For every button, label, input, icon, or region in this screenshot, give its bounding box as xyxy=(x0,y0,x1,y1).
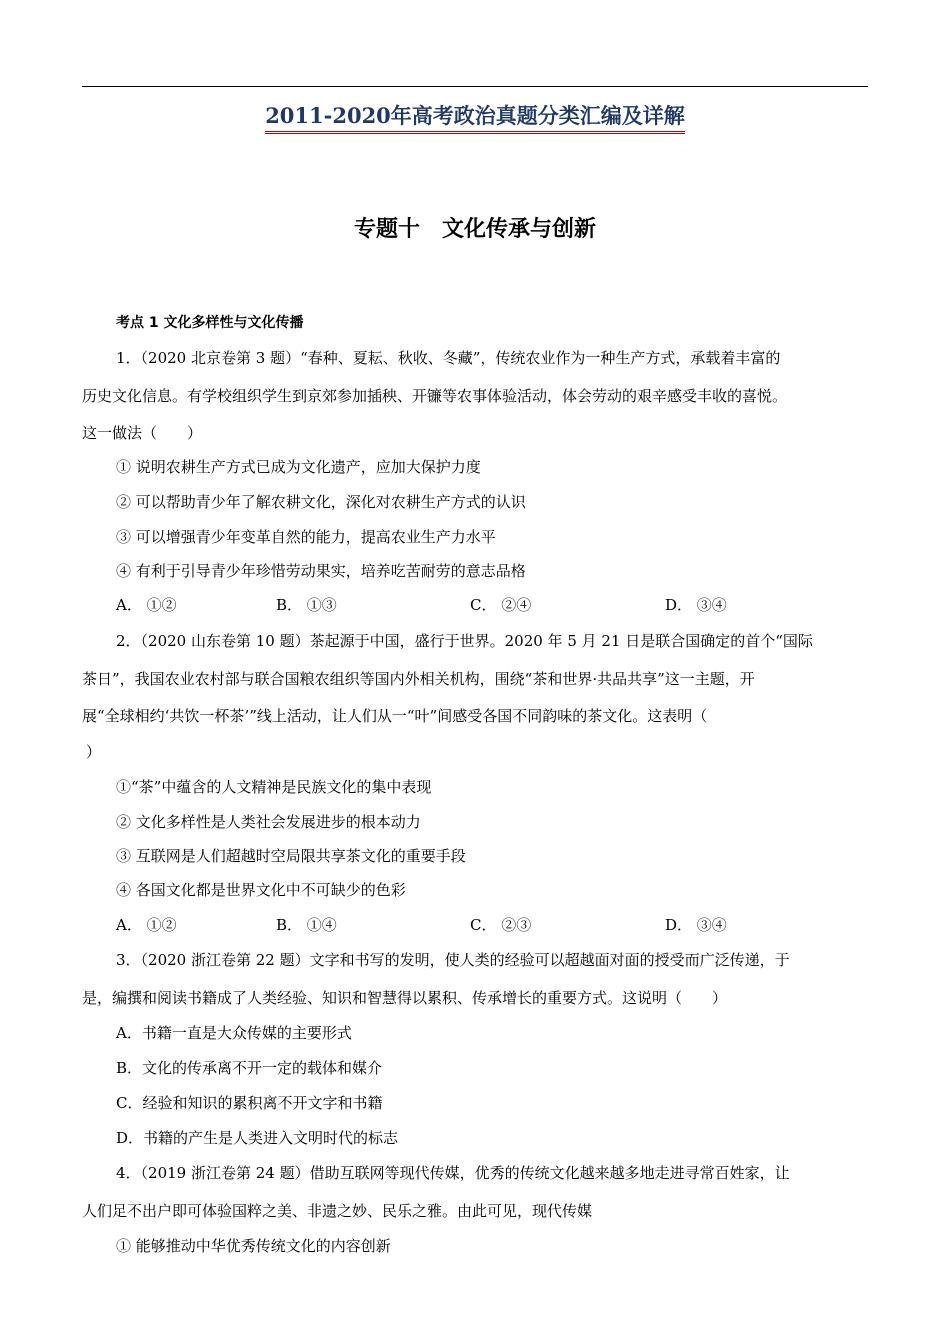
question-stem-line: 茶日”，我国农业农村部与联合国粮农组织等国内外相关机构，围绕“茶和世界·共品共享”这一主题，开 xyxy=(82,670,755,688)
answer-option-c: C． ②③ xyxy=(470,916,532,934)
answer-option-d: D． ③④ xyxy=(665,916,727,934)
statement-item: ④ 有利于引导青少年珍惜劳动果实，培养吃苦耐劳的意志品格 xyxy=(116,562,526,580)
choice-item: D．书籍的产生是人类进入文明时代的标志 xyxy=(116,1129,399,1147)
document-title-text: 2011-2020年高考政治真题分类汇编及详解 xyxy=(265,100,685,134)
question-stem-line: 3．（2020 浙江卷第 22 题）文字和书写的发明，使人类的经验可以超越面对面的授受而广泛传递，于 xyxy=(116,951,790,969)
section-heading: 考点 1 文化多样性与文化传播 xyxy=(116,315,304,331)
question-stem-line: 1．（2020 北京卷第 3 题）“春种、夏耘、秋收、冬藏”，传统农业作为一种生产方式，承载着丰富的 xyxy=(116,349,781,367)
question-stem-line: 这一做法（ ） xyxy=(82,424,203,442)
answer-option-c: C． ②④ xyxy=(470,596,532,614)
choice-item: B．文化的传承离不开一定的载体和媒介 xyxy=(116,1059,383,1077)
document-title xyxy=(0,100,950,134)
answer-option-a: A． ①② xyxy=(116,916,177,934)
statement-item: ④ 各国文化都是世界文化中不可缺少的色彩 xyxy=(116,881,406,899)
choice-item: C．经验和知识的累积离不开文字和书籍 xyxy=(116,1094,383,1112)
statement-item: ③ 互联网是人们超越时空局限共享茶文化的重要手段 xyxy=(116,847,466,865)
header-rule xyxy=(82,86,868,87)
statement-item: ① 说明农耕生产方式已成为文化遗产，应加大保护力度 xyxy=(116,458,481,476)
question-stem-line: 展“全球相约‘共饮一杯茶’”线上活动，让人们从一“叶”间感受各国不同韵味的茶文化。这表明（ xyxy=(82,707,708,725)
answer-option-d: D． ③④ xyxy=(665,596,727,614)
question-stem-line: 人们足不出户即可体验国粹之美、非遗之妙、民乐之雅。由此可见，现代传媒 xyxy=(82,1202,593,1220)
statement-item: ①“茶”中蕴含的人文精神是民族文化的集中表现 xyxy=(116,778,432,796)
question-stem-line: 4．（2019 浙江卷第 24 题）借助互联网等现代传媒，优秀的传统文化越来越多地走进寻常百姓家，让 xyxy=(116,1164,790,1182)
answer-option-a: A． ①② xyxy=(116,596,177,614)
topic-title: 专题十 文化传承与创新 xyxy=(353,217,596,242)
statement-item: ② 可以帮助青少年了解农耕文化，深化对农耕生产方式的认识 xyxy=(116,493,526,511)
question-stem-line: 是，编撰和阅读书籍成了人类经验、知识和智慧得以累积、传承增长的重要方式。这说明（ ） xyxy=(82,989,728,1007)
answer-option-b: B． ①④ xyxy=(276,916,337,934)
choice-item: A．书籍一直是大众传媒的主要形式 xyxy=(116,1024,352,1042)
question-stem-line: 历史文化信息。有学校组织学生到京郊参加插秧、开镰等农事体验活动，体会劳动的艰辛感受丰收的喜悦。 xyxy=(82,387,788,405)
statement-item: ② 文化多样性是人类社会发展进步的根本动力 xyxy=(116,813,421,831)
question-stem-line: ） xyxy=(86,743,102,761)
answer-option-b: B． ①③ xyxy=(276,596,337,614)
statement-item: ① 能够推动中华优秀传统文化的内容创新 xyxy=(116,1237,391,1255)
question-stem-line: 2．（2020 山东卷第 10 题）茶起源于中国，盛行于世界。2020 年 5 月 21 日是联合国确定的首个“国际 xyxy=(116,632,813,650)
statement-item: ③ 可以增强青少年变革自然的能力，提高农业生产力水平 xyxy=(116,528,496,546)
